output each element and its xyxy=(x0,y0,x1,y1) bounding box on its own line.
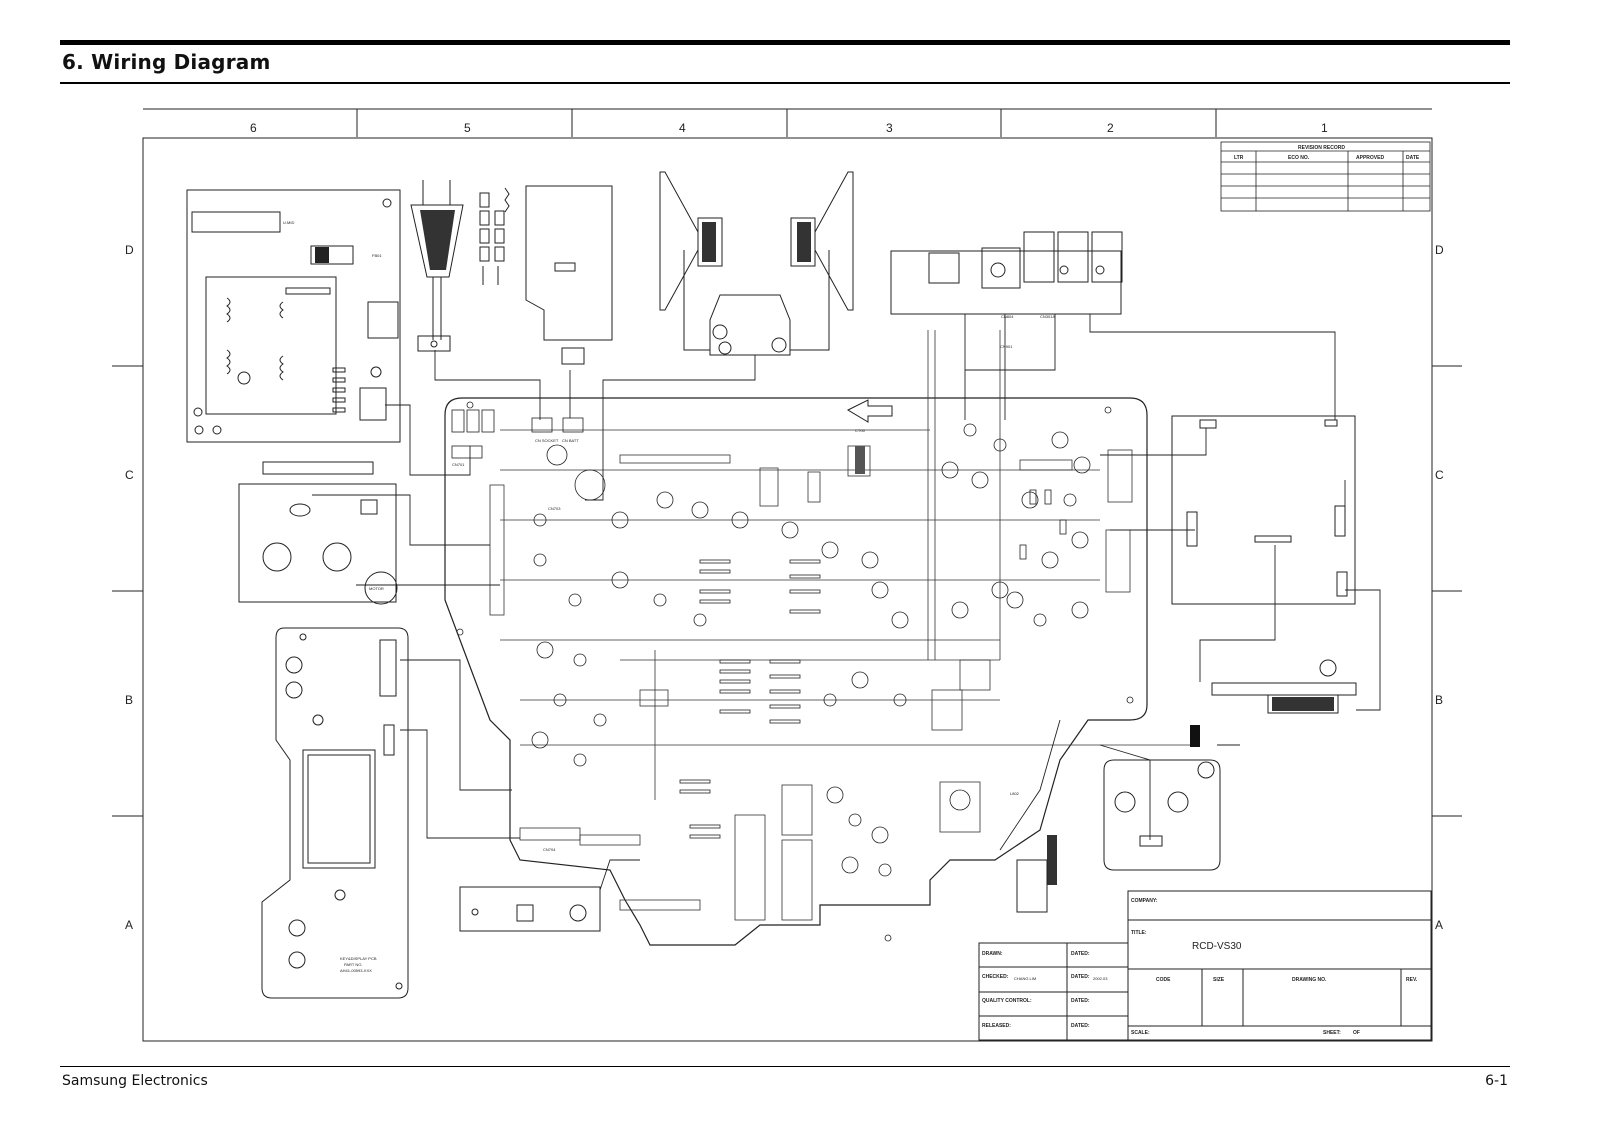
label-l802: L802 xyxy=(1010,791,1019,796)
title-label: TITLE: xyxy=(1131,930,1147,936)
battery-compartment xyxy=(526,186,612,364)
col-label-3: 3 xyxy=(886,121,893,135)
company-label: COMPANY: xyxy=(1131,898,1158,904)
volume-slider-frame xyxy=(1017,860,1047,912)
headphone-jack-board xyxy=(710,295,790,355)
cd-pickup-body xyxy=(1272,697,1334,711)
title-value: RCD-VS30 xyxy=(1192,941,1242,952)
checked-value: CHANG LIM xyxy=(1014,976,1037,981)
label-fb01: FB01 xyxy=(372,253,382,258)
title-block xyxy=(979,891,1431,1040)
label-cn301a: CN301A xyxy=(1040,314,1056,319)
footer-page-number: 6-1 xyxy=(1485,1073,1508,1089)
motor-assembly xyxy=(239,462,397,604)
label-part-no-value: AH41-00593-XXX xyxy=(340,968,372,973)
grid-frame xyxy=(112,109,1462,1041)
sheet-label: SHEET: xyxy=(1323,1030,1341,1036)
row-label-b-left: B xyxy=(125,693,134,707)
grid-labels xyxy=(125,121,1444,932)
main-pcb-resistors xyxy=(680,490,1066,838)
jack-board xyxy=(891,232,1122,314)
row-label-b-right: B xyxy=(1435,693,1444,707)
row-label-c-left: C xyxy=(125,468,134,482)
col-label-2: 2 xyxy=(1107,121,1114,135)
label-u-mid: U.MID xyxy=(283,220,295,225)
fuse-holder xyxy=(315,247,329,263)
battery-terminals xyxy=(480,188,509,285)
revision-header-approved: APPROVED xyxy=(1356,155,1385,161)
main-pcb-outline xyxy=(445,398,1147,945)
main-pcb-top-connectors xyxy=(452,410,583,458)
quality-label: QUALITY CONTROL: xyxy=(982,998,1032,1004)
label-cn-socket: CN SOCKET xyxy=(535,438,559,443)
direction-arrow xyxy=(848,400,892,422)
checked-label: CHECKED: xyxy=(982,974,1009,980)
row-label-c-right: C xyxy=(1435,468,1444,482)
drawing-no-label: DRAWING NO. xyxy=(1292,977,1327,983)
row-label-a-right: A xyxy=(1435,918,1444,932)
cd-control-board xyxy=(1172,416,1355,604)
dated-label-2: DATED: xyxy=(1071,974,1090,980)
speaker-left-magnet xyxy=(702,222,716,262)
revision-header-date: DATE xyxy=(1406,155,1420,161)
aux-jack-board xyxy=(460,887,600,931)
cd-motor-connector xyxy=(1190,725,1200,747)
power-pcb xyxy=(187,190,400,442)
dated-label-3: DATED: xyxy=(1071,998,1090,1004)
revision-record-table xyxy=(1221,142,1430,211)
volume-board xyxy=(1104,760,1220,870)
label-key-display-pcb: KEY&DISPLAY PCB xyxy=(340,956,377,961)
dated-label-4: DATED: xyxy=(1071,1023,1090,1029)
speaker-right-magnet xyxy=(797,222,811,262)
label-cn701: CN701 xyxy=(452,462,465,467)
col-label-4: 4 xyxy=(679,121,686,135)
col-label-1: 1 xyxy=(1321,121,1328,135)
label-motor: MOTOR xyxy=(369,586,384,591)
main-pcb-traces xyxy=(490,330,1200,920)
revision-header-ltr: LTR xyxy=(1234,155,1244,161)
sheet-of: OF xyxy=(1353,1030,1360,1036)
label-cn703: CN703 xyxy=(548,506,561,511)
code-label: CODE xyxy=(1156,977,1171,983)
scale-label: SCALE: xyxy=(1131,1030,1150,1036)
size-label: SIZE xyxy=(1213,977,1225,983)
page-title: 6. Wiring Diagram xyxy=(62,50,271,74)
wire-speaker-left xyxy=(684,250,710,350)
revision-title: REVISION RECORD xyxy=(1298,145,1345,151)
rev-label: REV. xyxy=(1406,977,1418,983)
label-cn704: CN704 xyxy=(543,847,556,852)
drawn-label: DRAWN: xyxy=(982,951,1003,957)
key-display-pcb xyxy=(262,628,408,998)
revision-header-eco: ECO NO. xyxy=(1288,155,1310,161)
label-cn901: CN901 xyxy=(1000,344,1013,349)
label-ct05: CT05 xyxy=(855,428,865,433)
released-label: RELEASED: xyxy=(982,1023,1011,1029)
label-cn-batt: CN BATT xyxy=(562,438,579,443)
row-label-d-left: D xyxy=(125,243,134,257)
plug-body xyxy=(420,210,455,270)
label-part-no: PART NO. xyxy=(344,962,363,967)
row-label-d-right: D xyxy=(1435,243,1444,257)
dated-value: 2002.03 xyxy=(1093,976,1108,981)
footer-company: Samsung Electronics xyxy=(62,1073,208,1089)
dated-label-1: DATED: xyxy=(1071,951,1090,957)
col-label-5: 5 xyxy=(464,121,471,135)
col-label-6: 6 xyxy=(250,121,257,135)
row-label-a-left: A xyxy=(125,918,134,932)
label-cn804: CN804 xyxy=(1001,314,1014,319)
volume-slider xyxy=(1047,835,1057,885)
footer-rule xyxy=(60,1066,1510,1067)
main-pcb-heatsink xyxy=(855,446,865,474)
